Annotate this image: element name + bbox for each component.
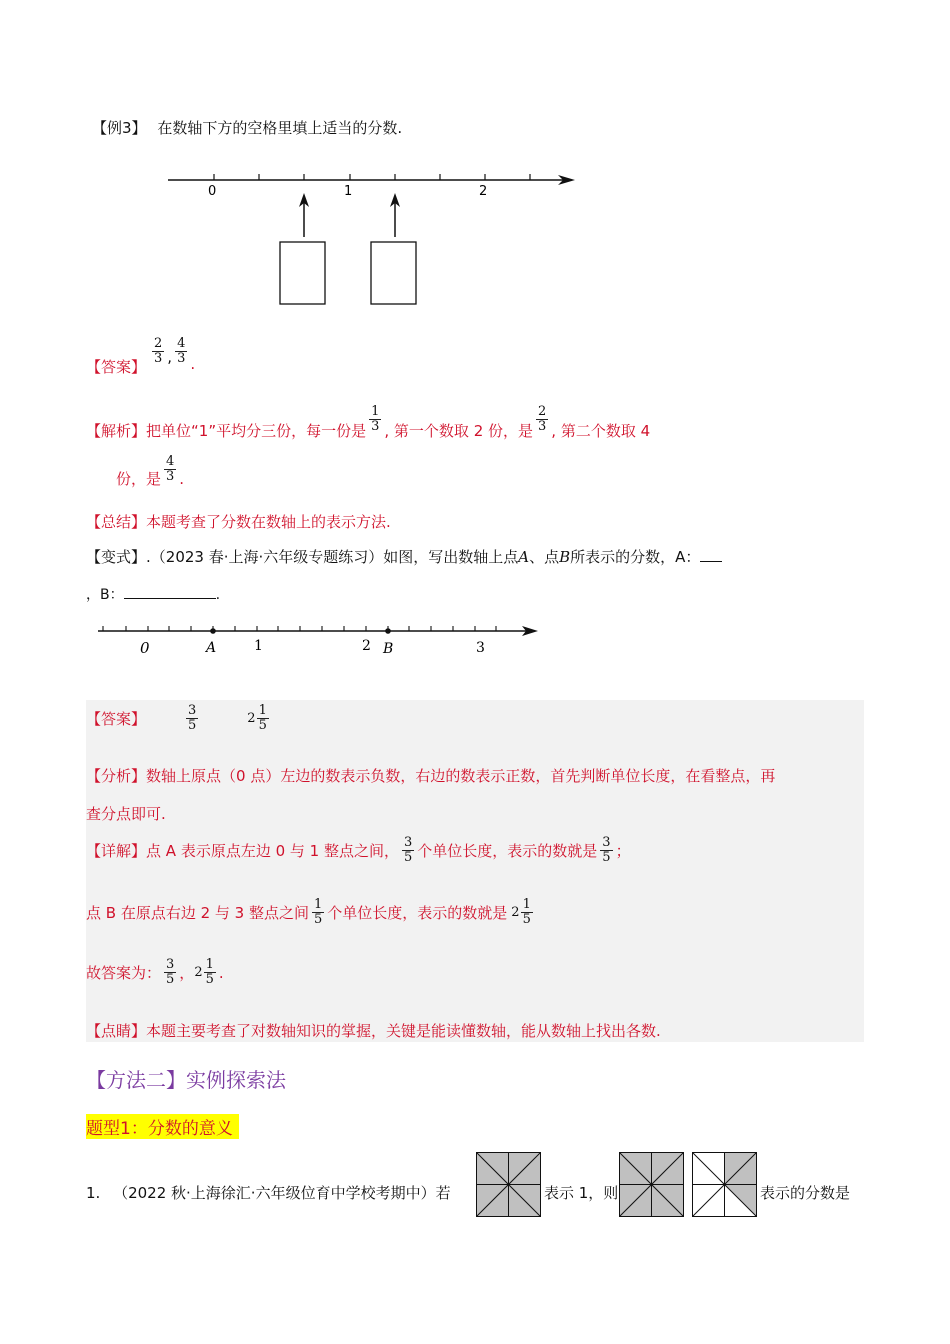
summary1-tag: 【总结】 — [86, 513, 147, 531]
variant-line2: ，B： . — [86, 584, 220, 604]
xiangjie-line3: 故答案为： $\frac{3}{5}$ ， 2 $\frac{1}{5}$ . — [86, 957, 224, 987]
xiangjie-frac-3: $\frac{1}{5}$ — [314, 897, 323, 927]
xiangjie-frac-1: $\frac{3}{5}$ — [403, 835, 413, 865]
summary1-line — [86, 511, 391, 532]
variant-tag: 【变式】 — [86, 548, 147, 566]
variant-line1: 【变式】.（2023 春·上海·六年级专题练习）如图，写出数轴上点A、点B所表示的分数，A： — [86, 546, 722, 567]
answer1-tag: 【答案】 — [86, 358, 147, 376]
answer-blank-B[interactable] — [124, 584, 216, 599]
q1-line — [86, 1182, 451, 1203]
full-square-figure-2 — [619, 1152, 685, 1218]
axis2-label-B: B — [383, 641, 394, 657]
answer1-frac-1: $\frac{2}{3}$ — [154, 336, 163, 366]
axis1-label-1: 1 — [344, 184, 353, 199]
q1-end: 表示的分数是 — [760, 1184, 851, 1202]
analysis1-frac-3: $\frac{4}{3}$ — [166, 454, 175, 484]
axis2-label-3: 3 — [476, 640, 485, 656]
analysis1-frac-1: $\frac{1}{3}$ — [371, 404, 380, 434]
full-square-figure — [476, 1152, 542, 1218]
solution-panel — [86, 700, 864, 1042]
blank-box-2[interactable] — [371, 242, 416, 304]
number-line-1 — [160, 165, 590, 315]
example3-line — [92, 117, 402, 138]
fenxi-line2: 查分点即可. — [86, 805, 166, 823]
axis2-label-1: 1 — [254, 638, 263, 654]
example3-tag: 【例3】 — [92, 119, 147, 137]
summary1-text: 本题考查了分数在数轴上的表示方法. — [146, 513, 391, 531]
q1-mid: 表示 1，则 — [544, 1184, 619, 1202]
xiangjie-frac-5: $\frac{3}{5}$ — [166, 957, 175, 987]
axis2-label-0: 0 — [140, 639, 150, 657]
xiangjie-mixed-1: 2 $\frac{1}{5}$ — [511, 897, 531, 927]
xiangjie-frac-2: $\frac{3}{5}$ — [602, 835, 611, 865]
xiangjie-line1: 【详解】 点 A 表示原点左边 0 与 1 整点之间， $\frac{3}{5}$ 个单位长度，表示的数就是 $\frac{3}{5}$ ； — [86, 835, 631, 865]
xiangjie-line2: 点 B 在原点右边 2 与 3 整点之间 $\frac{1}{5}$ 个单位长度，表示的数就是 2 $\frac{1}{5}$ — [86, 898, 536, 927]
type1-label: 题型1：分数的意义 — [86, 1114, 239, 1139]
axis1-label-0: 0 — [208, 184, 217, 199]
point-B — [385, 628, 391, 634]
axis2-label-2: 2 — [362, 638, 371, 654]
answer2-line — [86, 704, 272, 733]
blank-box-1[interactable] — [280, 242, 325, 304]
answer1-frac-2: $\frac{4}{3}$ — [177, 336, 186, 366]
xiangjie-mixed-2: 2 $\frac{1}{5}$ — [194, 957, 214, 987]
point-A — [210, 628, 216, 634]
answer2-tag: 【答案】 — [86, 710, 147, 728]
analysis1-line1: 【解析】 把单位“1”平均分三份，每一份是 $\frac{1}{3}$ , 第一个数取 2 份，是 $\frac{2}{3}$ , 第二个数取 4 — [86, 404, 651, 440]
q1-num: 1. — [86, 1184, 101, 1202]
dianjing-line: 【点睛】本题主要考查了对数轴知识的掌握，关键是能读懂数轴，能从数轴上找出各数. — [86, 1022, 661, 1040]
axis1-ticks — [214, 174, 530, 180]
analysis1-tag: 【解析】 — [86, 422, 147, 440]
analysis1-frac-2: $\frac{2}{3}$ — [538, 404, 547, 434]
number-line-2 — [96, 620, 546, 660]
answer1-line: 【答案】 $\frac{2}{3}$ , $\frac{4}{3}$ . — [86, 336, 196, 376]
q1-source: （2022 秋·上海徐汇·六年级位育中学校考期中）若 — [113, 1184, 451, 1202]
dianjing-tag: 【点睛】 — [86, 1022, 147, 1040]
xiangjie-tag: 【详解】 — [86, 842, 147, 860]
axis1-label-2: 2 — [479, 184, 488, 199]
method2-title: 【方法二】实例探索法 — [86, 1068, 286, 1092]
partial-square-figure — [692, 1152, 758, 1218]
fenxi-tag: 【分析】 — [86, 767, 147, 785]
axis2-label-A: A — [206, 640, 217, 656]
example3-text: 在数轴下方的空格里填上适当的分数. — [157, 119, 403, 137]
answer2-frac: $\frac{3}{5}$ — [188, 703, 197, 733]
answer2-mixed: 2 $\frac{1}{5}$ — [247, 703, 267, 733]
fenxi-line1: 【分析】数轴上原点（0 点）左边的数表示负数，右边的数表示正数，首先判断单位长度，在看整点，再 — [86, 767, 776, 785]
answer-blank-A[interactable] — [700, 547, 722, 562]
analysis1-line2: 份，是 $\frac{4}{3}$ . — [116, 454, 185, 488]
